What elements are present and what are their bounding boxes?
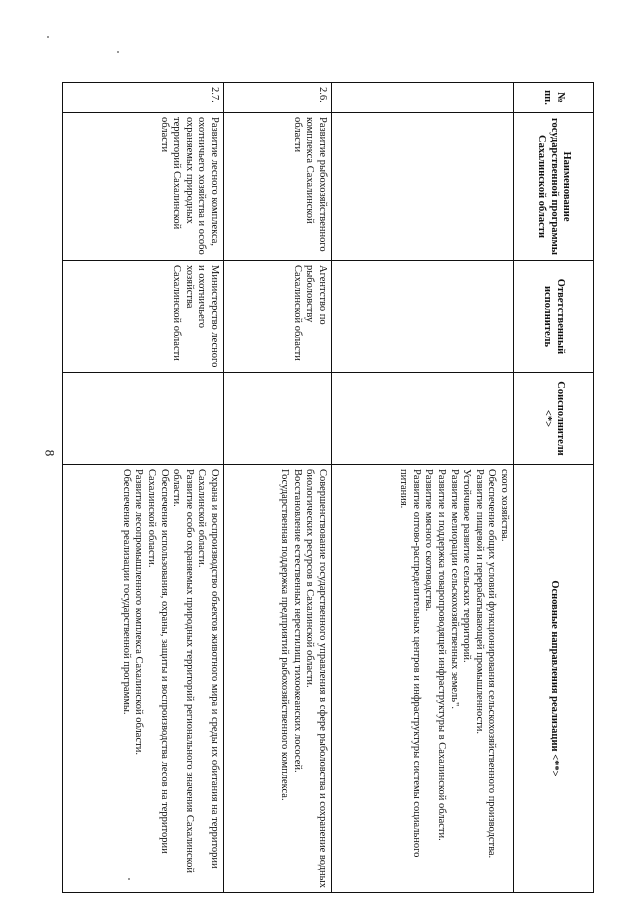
direction-line: Обеспечение реализации государственной программы. <box>120 469 132 715</box>
direction-line: Совершенствование государственного управления в сфере рыболовства и сохранение водных биологических ресурсов в Сахалинской области. <box>304 469 328 888</box>
cell-num <box>332 83 514 113</box>
direction-line: ского хозяйства. <box>499 469 510 542</box>
cell-responsible: Министерство лесного и охотничьего хозяйства Сахалинской области <box>63 261 224 373</box>
direction-line: Обеспечение общих условий функционирования сельскохозяйственного производства. <box>486 469 498 859</box>
scan-speck <box>47 36 49 38</box>
header-program: Наименование государственной программы Сахалинской области <box>514 113 594 261</box>
cell-program: Развитие лесного комплекса, охотничьего хозяйства и особо охраняемых природных территорий Сахалинской области <box>63 113 224 261</box>
direction-line: Устойчивое развитие сельских территорий. <box>461 469 473 663</box>
header-responsible: Ответственный исполнитель <box>514 261 594 373</box>
cell-directions <box>63 465 224 893</box>
cell-co-executors <box>63 373 224 465</box>
cell-co-executors <box>224 373 332 465</box>
cell-program: Развитие рыбохозяйственного комплекса Сахалинской области <box>224 113 332 261</box>
direction-line: Охрана и воспроизводство объектов животного мира и среды их обитания на территории Сахалинской области. <box>196 469 220 869</box>
cell-directions <box>332 465 514 893</box>
direction-line: Государственная поддержка предприятий рыбохозяйственного комплекса. <box>279 469 291 801</box>
cell-co-executors <box>332 373 514 465</box>
header-directions: Основные направления реализации <**> <box>514 465 594 893</box>
direction-line: Развитие пищевой и перерабатывающей промышленности. <box>473 469 485 734</box>
cell-responsible: Агентство по рыболовству Сахалинской области <box>224 261 332 373</box>
table-header-row <box>514 83 594 893</box>
direction-line: Развитие мелиорации сельскохозяйственных земель". <box>448 469 460 709</box>
table-row <box>224 83 332 893</box>
programs-table <box>62 82 594 893</box>
direction-line: Восстановление естественных нерестилищ тихоокеанских лососей. <box>291 469 303 773</box>
direction-line: Развитие оптово-распределительных центров и инфраструктуры системы социального питания. <box>398 469 422 858</box>
header-co-executors: Соисполнители <*> <box>514 373 594 465</box>
direction-line: Развитие мясного скотоводства. <box>423 469 435 612</box>
direction-line: Развитие особо охраняемых природных территорий регионального значения Сахалинской области. <box>171 469 195 873</box>
scan-speck <box>117 51 119 53</box>
cell-num: 2.6. <box>224 83 332 113</box>
direction-line: Обеспечение использования, охраны, защиты и воспроизводства лесов на территории Сахалинской области. <box>146 469 170 854</box>
cell-directions <box>224 465 332 893</box>
table-row <box>332 83 514 893</box>
cell-responsible <box>332 261 514 373</box>
cell-program <box>332 113 514 261</box>
cell-num: 2.7. <box>63 83 224 113</box>
header-num: № пп. <box>514 83 594 113</box>
table-row <box>63 83 224 893</box>
direction-line: Развитие лесопромышленного комплекса Сахалинской области. <box>133 469 145 755</box>
page-number: 8 <box>42 449 58 457</box>
rotated-table-frame <box>62 82 594 892</box>
direction-line: Развитие и поддержка товаропроводящей инфраструктуры в Сахалинской области. <box>436 469 448 841</box>
